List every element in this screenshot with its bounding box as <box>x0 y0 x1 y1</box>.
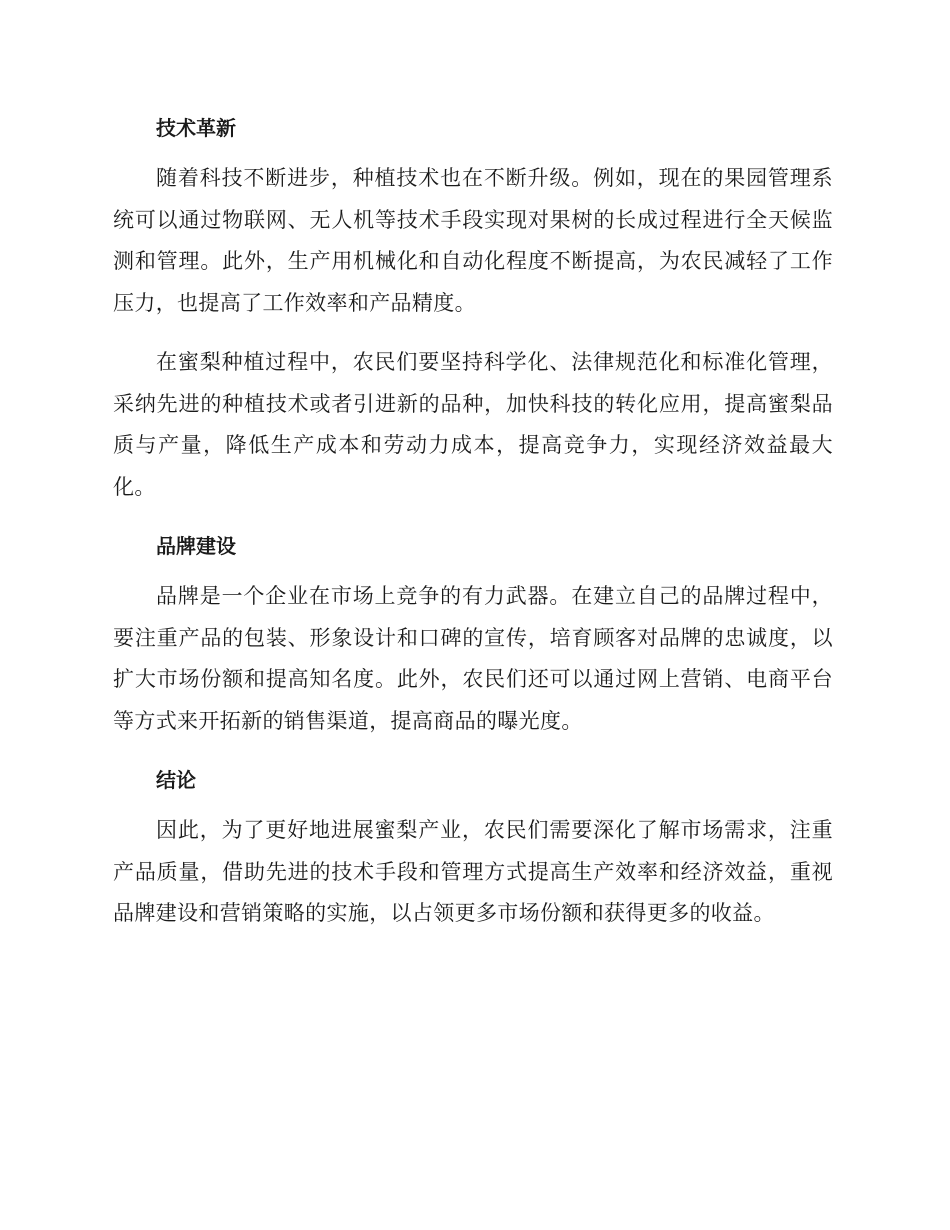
paragraph: 品牌是一个企业在市场上竞争的有力武器。在建立自己的品牌过程中，要注重产品的包装、形象设计和口碑的宣传，培育顾客对品牌的忠诚度，以扩大市场份额和提高知名度。此外，农民们还可以通过网上营销、电商平台等方式来开拓新的销售渠道，提高商品的曝光度。 <box>113 584 833 733</box>
section-heading: 技术革新 <box>156 116 236 140</box>
section-heading: 结论 <box>156 768 196 792</box>
paragraph: 因此，为了更好地进展蜜梨产业，农民们需要深化了解市场需求，注重产品质量，借助先进的技术手段和管理方式提高生产效率和经济效益，重视品牌建设和营销策略的实施，以占领更多市场份额和获得更多的收益。 <box>113 818 833 925</box>
section-tech-innovation <box>113 108 833 508</box>
paragraph: 在蜜梨种植过程中，农民们要坚持科学化、法律规范化和标准化管理，采纳先进的种植技术或者引进新的品种，加快科技的转化应用，提高蜜梨品质与产量，降低生产成本和劳动力成本，提高竞争力，实现经济效益最大化。 <box>113 350 833 499</box>
document-body <box>113 108 833 953</box>
paragraph: 随着科技不断进步，种植技术也在不断升级。例如，现在的果园管理系统可以通过物联网、无人机等技术手段实现对果树的长成过程进行全天候监测和管理。此外，生产用机械化和自动化程度不断提高，为农民减轻了工作压力，也提高了工作效率和产品精度。 <box>113 166 833 315</box>
section-conclusion <box>113 760 833 935</box>
section-brand-building <box>113 526 833 742</box>
section-heading: 品牌建设 <box>156 534 236 558</box>
